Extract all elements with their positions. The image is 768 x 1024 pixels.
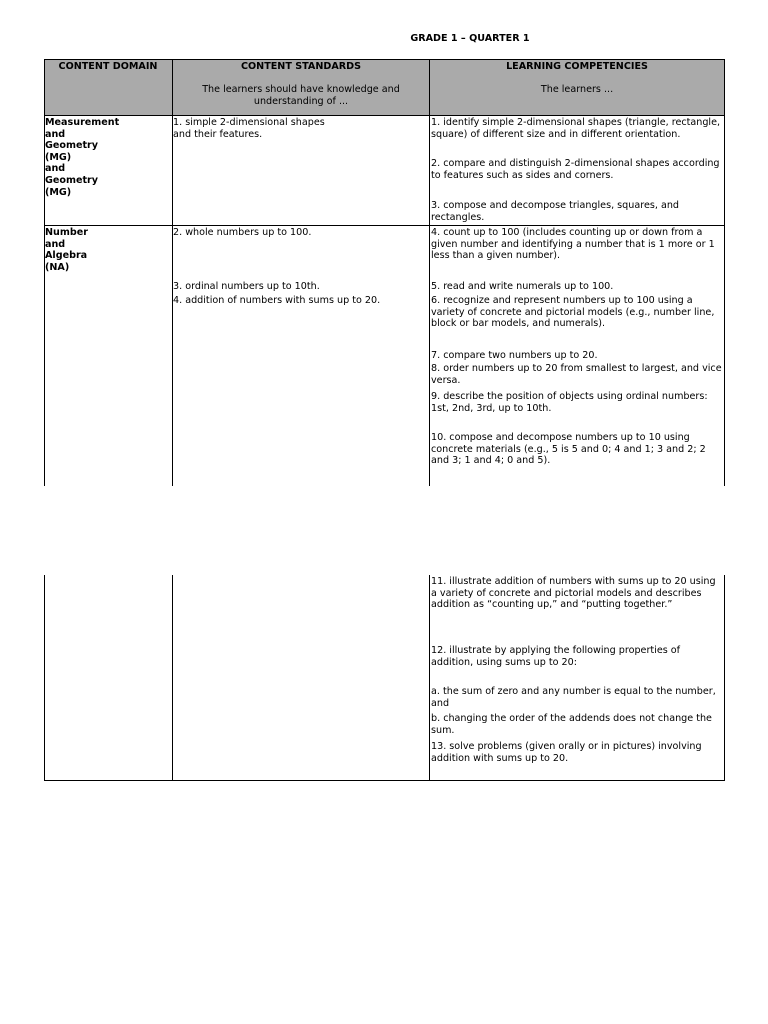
standard-2: 2. whole numbers up to 100. (173, 227, 312, 238)
header-competencies-subtitle: The learners ... (540, 84, 614, 95)
table-border (44, 59, 725, 60)
row-2-domain: Number and Algebra (NA) (45, 227, 88, 273)
row-1-standard: 1. simple 2-dimensional shapes and their features. (173, 117, 325, 140)
competency-11: 11. illustrate addition of numbers with sums up to 20 using a variety of concrete and pictorial models and describes addition as “counting up,” and “putting together.” (431, 576, 716, 611)
page-title: GRADE 1 – QUARTER 1 (410, 33, 530, 44)
competency-12: 12. illustrate by applying the following properties of addition, using sums up to 20: (431, 645, 681, 668)
competency-4: 4. count up to 100 (includes counting up or down from a given number and identifying a number that is 1 more or 1 less than a given number). (431, 227, 715, 262)
competency-12a: a. the sum of zero and any number is equal to the number, and (431, 686, 716, 709)
table-border (172, 575, 173, 781)
table-border (44, 115, 725, 116)
competency-9: 9. describe the position of objects using ordinal numbers: 1st, 2nd, 3rd, up to 10th. (431, 391, 708, 414)
header-content-standards: CONTENT STANDARDS (240, 61, 362, 72)
competency-2: 2. compare and distinguish 2-dimensional shapes according to features such as sides and corners. (431, 158, 720, 181)
standard-3: 3. ordinal numbers up to 10th. (173, 281, 320, 292)
table-border (429, 59, 430, 486)
header-learning-competencies: LEARNING COMPETENCIES (506, 61, 648, 72)
table-border (44, 780, 725, 781)
header-content-domain: CONTENT DOMAIN (58, 61, 158, 72)
competency-13: 13. solve problems (given orally or in pictures) involving addition with sums up to 20. (431, 741, 702, 764)
standard-4: 4. addition of numbers with sums up to 20. (173, 295, 381, 306)
table-border (724, 59, 725, 486)
row-1-domain: Measurement and Geometry (MG) and Geometry (MG) (45, 117, 120, 198)
table-border (44, 225, 725, 226)
competency-3: 3. compose and decompose triangles, squares, and rectangles. (431, 200, 680, 223)
competency-7: 7. compare two numbers up to 20. (431, 350, 598, 361)
table-border (429, 575, 430, 781)
table-border (44, 575, 45, 781)
competency-12b: b. changing the order of the addends does not change the sum. (431, 713, 712, 736)
competency-5: 5. read and write numerals up to 100. (431, 281, 614, 292)
table-border (724, 575, 725, 781)
header-standards-subtitle: The learners should have knowledge and understanding of ... (202, 84, 400, 107)
competency-1: 1. identify simple 2-dimensional shapes (triangle, rectangle, square) of different size and in different orientation. (431, 117, 721, 140)
competency-10: 10. compose and decompose numbers up to 10 using concrete materials (e.g., 5 is 5 and 0; 4 and 1; 3 and 2; 2 and 3; 1 and 4; 0 and 5). (431, 432, 706, 467)
competency-8: 8. order numbers up to 20 from smallest to largest, and vice versa. (431, 363, 722, 386)
competency-6: 6. recognize and represent numbers up to 100 using a variety of concrete and pictorial models (e.g., number line, block or bar models, and numerals). (431, 295, 715, 330)
